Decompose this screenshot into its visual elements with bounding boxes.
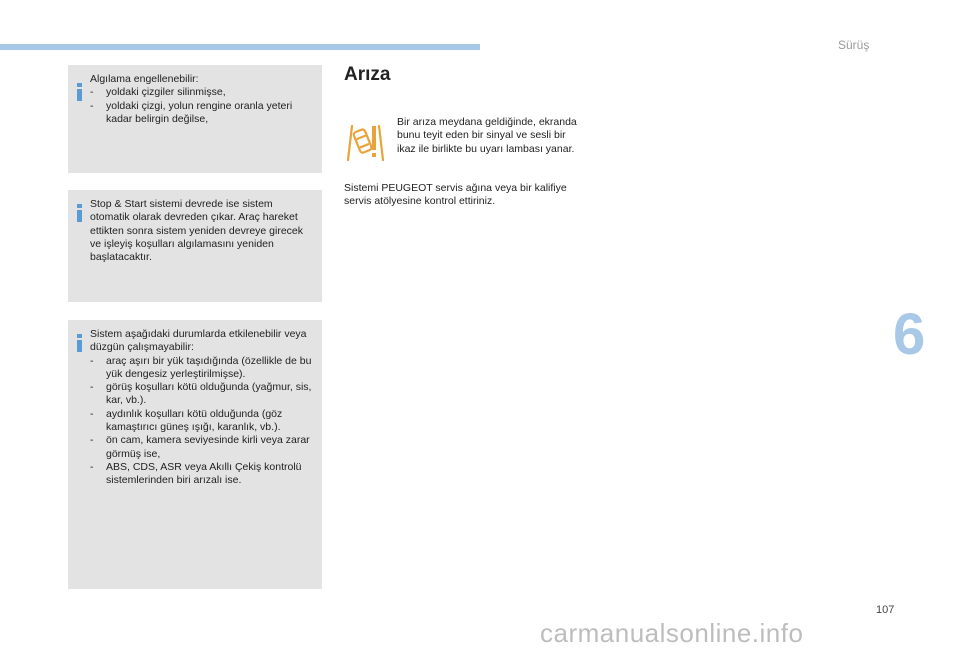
list-item: - görüş koşulları kötü olduğunda (yağmur, sis, kar, vb.). bbox=[90, 381, 314, 408]
page-number: 107 bbox=[876, 604, 895, 616]
section-title: Sürüş bbox=[838, 38, 870, 52]
list-item: - ön cam, kamera seviyesinde kirli veya zarar görmüş ise, bbox=[90, 434, 314, 461]
lane-warning-icon bbox=[345, 120, 389, 162]
chapter-number: 6 bbox=[893, 302, 926, 367]
info-box-paragraph: Stop & Start sistemi devrede ise sistem otomatik olarak devreden çıkar. Araç hareket ettikten sonra sistem yeniden devreye girecek ve işleyiş koşulları algılamasını yeniden başlatacaktır. bbox=[90, 198, 304, 264]
service-instruction-text: Sistemi PEUGEOT servis ağına veya bir kalifiye servis atölyesine kontrol ettiriniz. bbox=[344, 182, 567, 208]
info-box-list bbox=[90, 86, 314, 126]
info-box-stop-start bbox=[68, 190, 322, 302]
list-item: - yoldaki çizgi, yolun rengine oranla yeteri kadar belirgin değilse, bbox=[90, 100, 314, 127]
fault-warning-text: Bir arıza meydana geldiğinde, ekranda bunu teyit eden bir sinyal ve sesli bir ikaz ile birlikte bu uyarı lambası yanar. bbox=[397, 116, 577, 155]
section-heading: Arıza bbox=[344, 64, 391, 85]
list-item: - ABS, CDS, ASR veya Akıllı Çekiş kontrolü sistemlerinden biri arızalı ise. bbox=[90, 461, 314, 488]
watermark: carmanualsonline.info bbox=[540, 618, 804, 648]
info-box-list bbox=[90, 355, 314, 488]
list-item: - araç aşırı bir yük taşıdığında (özellikle de bu yük dengesiz yerleştirilmişse). bbox=[90, 355, 314, 382]
list-item: - yoldaki çizgiler silinmişse, bbox=[90, 86, 314, 99]
info-box-intro: Sistem aşağıdaki durumlarda etkilenebilir veya düzgün çalışmayabilir: bbox=[90, 328, 307, 354]
info-box-intro: Algılama engellenebilir: bbox=[90, 73, 199, 85]
info-box-conditions bbox=[68, 320, 322, 589]
header-accent-bar bbox=[0, 44, 480, 50]
list-item: - aydınlık koşulları kötü olduğunda (göz kamaştırıcı güneş ışığı, karanlık, vb.). bbox=[90, 408, 314, 435]
info-box-detection bbox=[68, 65, 322, 173]
